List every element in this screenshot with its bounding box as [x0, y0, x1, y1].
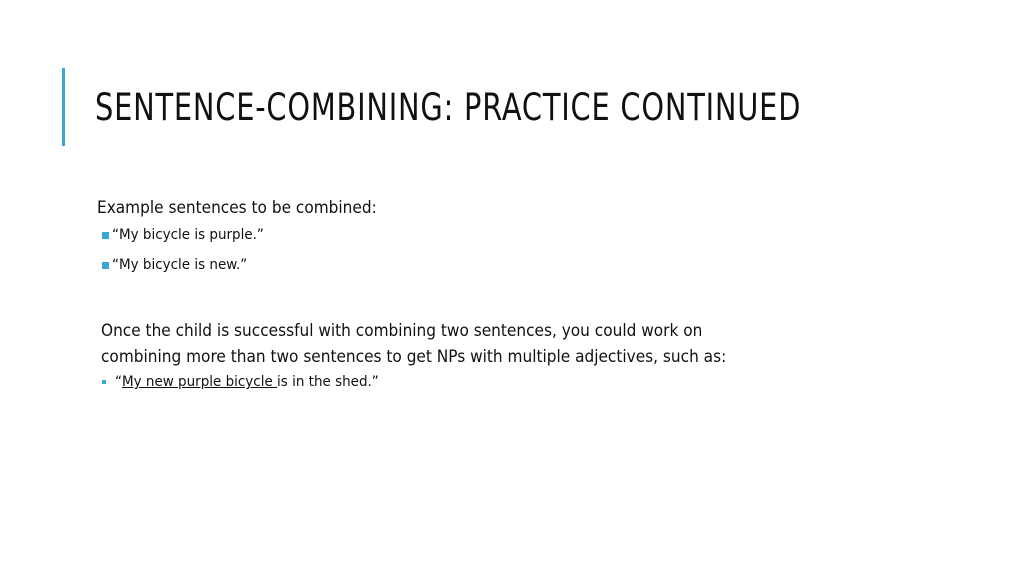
small-square-bullet-icon	[102, 380, 106, 384]
combined-example-sentence	[115, 374, 379, 390]
square-bullet-icon	[102, 262, 109, 269]
paragraph-line-2: combining more than two sentences to get NPs with multiple adjectives, such as:	[101, 347, 727, 366]
intro-text: Example sentences to be combined:	[97, 198, 377, 217]
open-quote: “	[115, 374, 122, 390]
example-sentence-2: “My bicycle is new.”	[112, 257, 248, 273]
title-accent-bar	[62, 68, 65, 146]
sentence-rest: is in the shed.”	[277, 374, 379, 390]
square-bullet-icon	[102, 232, 109, 239]
paragraph-line-1: Once the child is successful with combining two sentences, you could work on	[101, 321, 703, 340]
example-bullet-1	[102, 227, 275, 243]
example-sentence-1: “My bicycle is purple.”	[112, 227, 264, 243]
slide-title: SENTENCE-COMBINING: PRACTICE CONTINUED	[95, 86, 802, 129]
explanation-paragraph	[101, 318, 845, 370]
underlined-noun-phrase: My new purple bicycle	[121, 374, 278, 390]
combined-example-bullet	[102, 374, 399, 390]
example-bullet-2	[102, 257, 257, 273]
